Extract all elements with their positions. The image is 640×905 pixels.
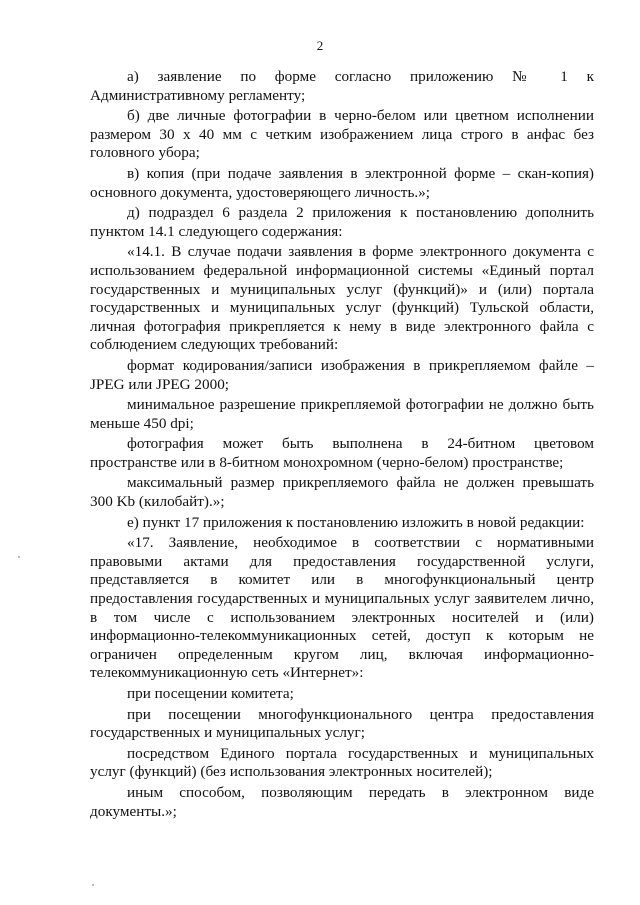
paragraph-14-1: «14.1. В случае подачи заявления в форме электронного документа с использованием федеральной информационной системы «Единый портал государственных и муниципальных услуг (функций)» и (или) портала государственных и муниципальных услуг (функций) Тульской области, личная фотография прикрепляется к нему в виде электронного файла с соблюдением следующих требований: <box>90 243 594 354</box>
paragraph-method-portal: посредством Единого портала государственных и муниципальных услуг (функций) (без использования электронных носителей); <box>90 744 594 781</box>
paragraph-color-requirement: фотография может быть выполнена в 24-битном цветовом пространстве или в 8-битном монохромном (черно-белом) пространстве; <box>90 435 594 471</box>
paragraph-item-v: в) копия (при подаче заявления в электронной форме – скан-копия) основного документа, удостоверяющего личность.»; <box>90 164 594 201</box>
document-body <box>90 68 594 823</box>
paragraph-method-other: иным способом, позволяющим передать в электронном виде документы.»; <box>90 783 594 820</box>
paragraph-item-a: а) заявление по форме согласно приложению № 1 к Административному регламенту; <box>90 68 594 104</box>
page-number: 2 <box>316 38 324 53</box>
paragraph-item-e: е) пункт 17 приложения к постановлению изложить в новой редакции: <box>127 513 585 531</box>
paragraph-17: «17. Заявление, необходимое в соответствии с нормативными правовыми актами для предоставления государственной услуги, представляется в комитет или в многофункциональный центр предоставления государственных и муниципальных услуг заявителем лично, в том числе с использованием электронных носителей и (или) информационно-телекоммуникационных сетей, доступ к которым не ограничен определенным кругом лиц, включая информационно-телекоммуникационную сеть «Интернет»: <box>90 534 594 682</box>
paragraph-resolution-requirement: минимальное разрешение прикрепляемой фотографии не должно быть меньше 450 dpi; <box>90 396 594 432</box>
paragraph-method-committee: при посещении комитета; <box>127 685 294 702</box>
paragraph-item-d: д) подраздел 6 раздела 2 приложения к постановлению дополнить пунктом 14.1 следующего содержания: <box>90 204 594 240</box>
paragraph-size-requirement: максимальный размер прикрепляемого файла не должен превышать 300 Kb (килобайт).»; <box>90 474 594 511</box>
paragraph-item-b: б) две личные фотографии в черно-белом или цветном исполнении размером 30 х 40 мм с четким изображением лица строго в анфас без головного убора; <box>90 107 594 162</box>
paragraph-format-requirement: формат кодирования/записи изображения в прикрепляемом файле – JPEG или JPEG 2000; <box>90 356 594 393</box>
scan-mark <box>18 556 20 558</box>
paragraph-method-mfc: при посещении многофункционального центра предоставления государственных и муниципальных услуг; <box>90 705 594 742</box>
scan-mark <box>92 884 94 886</box>
